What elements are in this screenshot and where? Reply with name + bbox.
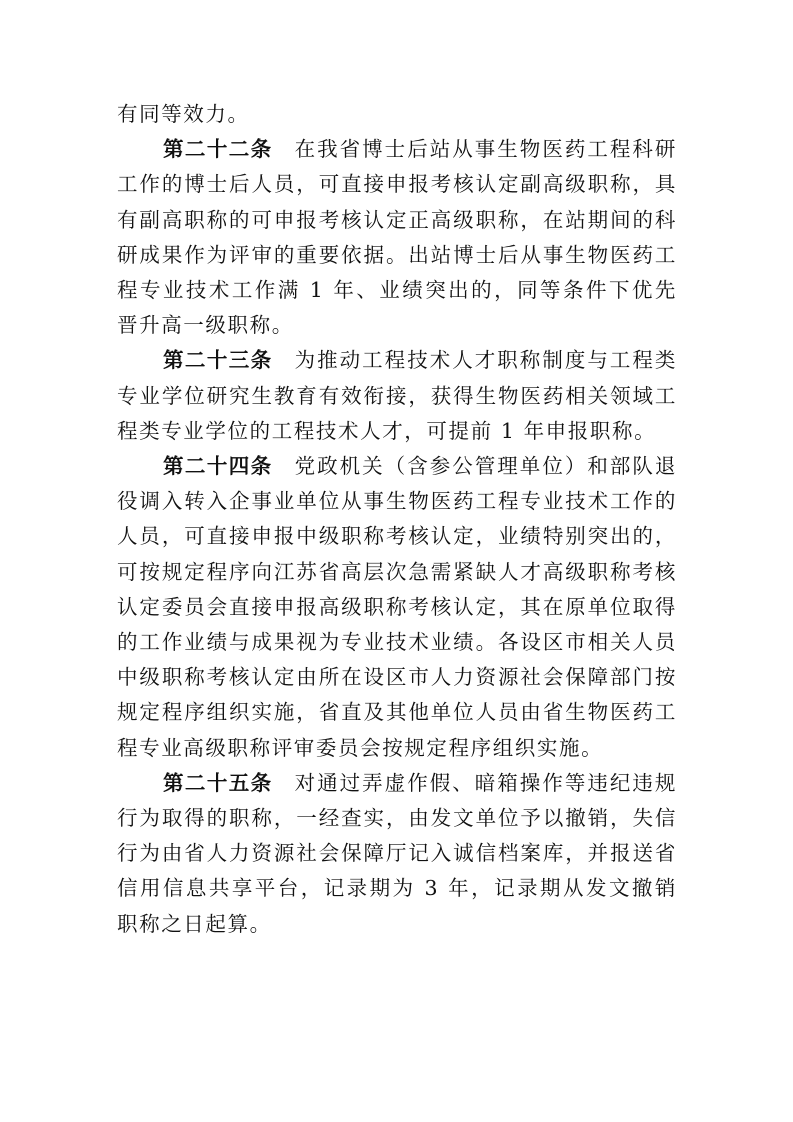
- paragraph-text: 为推动工程技术人才职称制度与工程类专业学位研究生教育有效衔接，获得生物医药相关领域工程类专业学位的工程技术人才，可提前 1 年申报职称。: [117, 348, 678, 443]
- paragraph-text: 有同等效力。: [117, 102, 250, 126]
- paragraph-text: 对通过弄虚作假、暗箱操作等违纪违规行为取得的职称，一经查实，由发文单位予以撤销，失信行为由省人力资源社会保障厅记入诚信档案库，并报送省信用信息共享平台，记录期为 3 年，记录期从发文撤销职称之日起算。: [117, 770, 678, 936]
- paragraph-article-25: [117, 766, 677, 942]
- article-number: 第二十四条: [163, 454, 273, 479]
- article-number: 第二十三条: [163, 348, 273, 373]
- paragraph-text: 在我省博士后站从事生物医药工程科研工作的博士后人员，可直接申报考核认定副高级职称，具有副高职称的可申报考核认定正高级职称，在站期间的科研成果作为评审的重要依据。出站博士后从事生物医药工程专业技术工作满 1 年、业绩突出的，同等条件下优先晋升高一级职称。: [117, 137, 678, 338]
- paragraph-article-24: [117, 449, 677, 766]
- article-number: 第二十五条: [163, 770, 273, 795]
- paragraph-text: 党政机关（含参公管理单位）和部队退役调入转入企事业单位从事生物医药工程专业技术工作的人员，可直接申报中级职称考核认定，业绩特别突出的，可按规定程序向江苏省高层次急需紧缺人才高级职称考核认定委员会直接申报高级职称考核认定，其在原单位取得的工作业绩与成果视为专业技术业绩。各设区市相关人员中级职称考核认定由所在设区市人力资源社会保障部门按规定程序组织实施，省直及其他单位人员由省生物医药工程专业高级职称评审委员会按规定程序组织实施。: [117, 454, 678, 760]
- article-number: 第二十二条: [163, 137, 273, 162]
- paragraph-continuation: [117, 97, 677, 132]
- paragraph-article-23: [117, 343, 677, 449]
- paragraph-article-22: [117, 132, 677, 343]
- document-page: [117, 97, 677, 942]
